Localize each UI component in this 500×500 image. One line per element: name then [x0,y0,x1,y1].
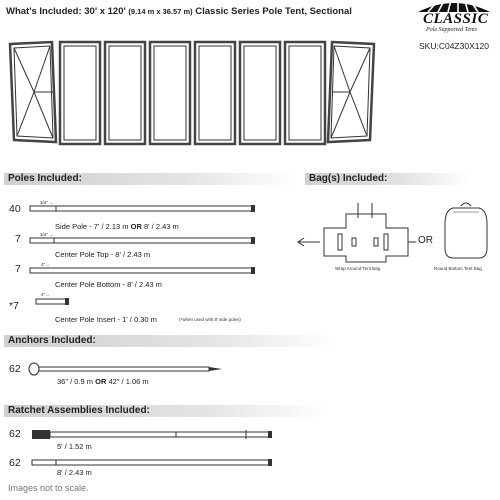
tent-end-right [328,42,374,142]
anchor-label: 36" / 0.9 m OR 42" / 1.06 m [57,377,149,386]
round-bottom-bag-icon [443,198,493,264]
poles-heading: Poles Included: [4,173,298,185]
title-dimensions: (9.14 m x 36.57 m) [128,7,193,16]
side-pole-label: Side Pole - 7' / 2.13 m OR 8' / 2.43 m [55,222,179,231]
center-pole-top-icon [30,237,260,245]
tent-end-left [10,42,56,142]
ratchets-heading: Ratchet Assemblies Included: [4,405,328,417]
wrap-around-bag-icon [298,200,418,270]
tent-middle-sections [60,42,325,144]
scale-disclaimer: Images not to scale. [8,483,89,493]
title-main: What's Included: 30' x 120' [6,6,126,17]
center-pole-insert-diameter: 4"→ [41,292,50,297]
brand-logo-word: CLASSIC [423,11,489,27]
center-pole-bottom-icon [30,267,260,275]
anchor-qty: 62 [9,363,21,375]
center-pole-insert-label: Center Pole Insert - 1' / 0.30 m [55,315,157,324]
ratchet-8ft-qty: 62 [9,457,21,469]
ratchet-8ft-label: 8' / 2.43 m [57,468,92,477]
sku-label: SKU:C04Z30X120 [419,41,489,51]
center-pole-top-label: Center Pole Top - 8' / 2.43 m [55,250,151,259]
bags-or-text: OR [418,235,433,246]
brand-logo-tagline: Pole Supported Tents [426,27,478,33]
center-pole-top-qty: 7 [15,233,21,245]
page-title [6,6,352,17]
side-pole-icon [30,205,260,213]
center-pole-bottom-qty: 7 [15,263,21,275]
ratchet-5ft-qty: 62 [9,428,21,440]
side-pole-qty: 40 [9,203,21,215]
center-pole-bottom-label: Center Pole Bottom - 8' / 2.43 m [55,280,162,289]
round-bottom-bag-caption: Round Bottom Tent Bag [434,266,482,271]
tent-layout-diagram [4,38,384,148]
ratchet-strap-5ft-icon [28,428,278,442]
center-pole-top-diameter: 3/4" → [40,232,54,237]
wrap-around-bag-caption: Wrap Around Tent Bag [335,266,381,271]
ratchet-5ft-label: 5' / 1.52 m [57,442,92,451]
center-pole-insert-note: (*when used with 8' side poles) [179,317,241,322]
center-pole-bottom-diameter: 4"→ [41,262,50,267]
anchor-stake-icon [28,363,228,377]
side-pole-diameter: 3/4" → [40,200,54,205]
anchors-heading: Anchors Included: [4,335,338,347]
center-pole-insert-qty: *7 [9,300,19,312]
bags-heading: Bag(s) Included: [305,173,469,185]
center-pole-insert-icon [36,298,76,306]
title-rest: Classic Series Pole Tent, Sectional [195,6,352,17]
